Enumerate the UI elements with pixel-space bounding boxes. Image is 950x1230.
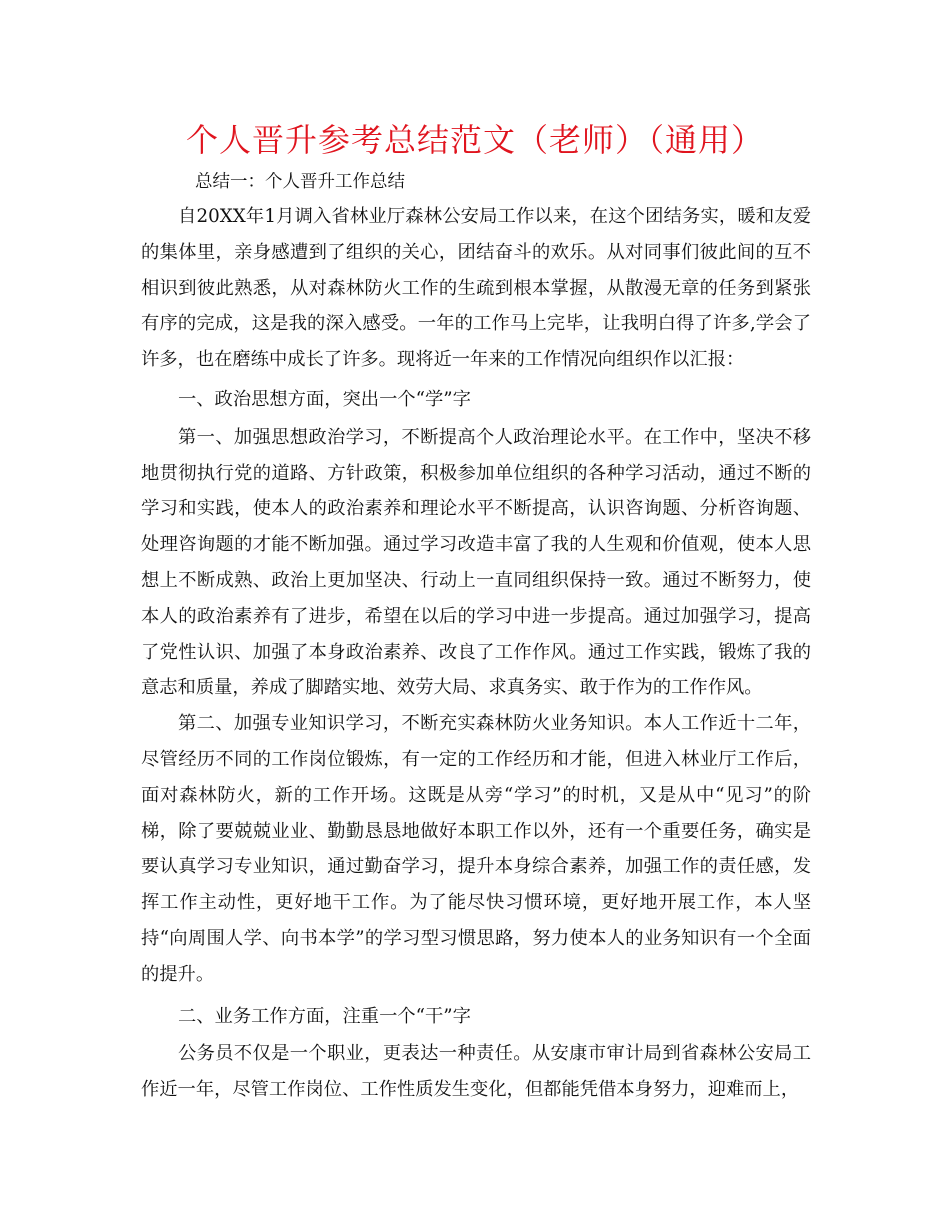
section-heading-political: 一、政治思想方面，突出一个“学”字 <box>178 388 471 410</box>
section-heading-work: 二、业务工作方面，注重一个“干”字 <box>178 1005 471 1027</box>
document-subtitle: 总结一：个人晋升工作总结 <box>195 172 405 192</box>
document-body <box>141 199 811 1108</box>
paragraph-professional-study: 第二、加强专业知识学习，不断充实森林防火业务知识。本人工作近十二年，尽管经历不同的工作岗位锻炼，有一定的工作经历和才能，但进入林业厅工作后，面对森林防火，新的工作开场。这既是从旁“学习”的时机，又是从中“见习”的阶梯，除了要兢兢业业、勤勤恳恳地做好本职工作以外，还有一个重要任务，确实是要认真学习专业知识，通过勤奋学习，提升本身综合素养，加强工作的责任感，发挥工作主动性，更好地干工作。为了能尽快习惯环境，更好地开展工作，本人坚持“向周围人学、向书本学”的学习型习惯思路，努力使本人的业务知识有一个全面的提升。 <box>141 713 811 985</box>
paragraph-intro: 自20XX年1月调入省林业厅森林公安局工作以来，在这个团结务实，暖和友爱的集体里，亲身感遭到了组织的关心，团结奋斗的欢乐。从对同事们彼此间的互不相识到彼此熟悉，从对森林防火工作的生疏到根本掌握，从散漫无章的任务到紧张有序的完成，这是我的深入感受。一年的工作马上完毕，让我明白得了许多,学会了许多，也在磨练中成长了许多。现将近一年来的工作情况向组织作以汇报： <box>141 206 811 371</box>
document-title: 个人晋升参考总结范文（老师）（通用） <box>185 121 764 159</box>
paragraph-political-study: 第一、加强思想政治学习，不断提高个人政治理论水平。在工作中，坚决不移地贯彻执行党的道路、方针政策，积极参加单位组织的各种学习活动，通过不断的学习和实践，使本人的政治素养和理论水平不断提高，认识咨询题、分析咨询题、处理咨询题的才能不断加强。通过学习改造丰富了我的人生观和价值观，使本人思想上不断成熟、政治上更加坚决、行动上一直同组织保持一致。通过不断努力，使本人的政治素养有了进步，希望在以后的学习中进一步提高。通过加强学习，提高了党性认识、加强了本身政治素养、改良了工作作风。通过工作实践，锻炼了我的意志和质量，养成了脚踏实地、效劳大局、求真务实、敢于作为的工作作风。 <box>141 426 811 699</box>
paragraph-civil-servant: 公务员不仅是一个职业，更表达一种责任。从安康市审计局到省森林公安局工作近一年，尽管工作岗位、工作性质发生变化，但都能凭借本身努力，迎难而上， <box>141 1043 811 1101</box>
